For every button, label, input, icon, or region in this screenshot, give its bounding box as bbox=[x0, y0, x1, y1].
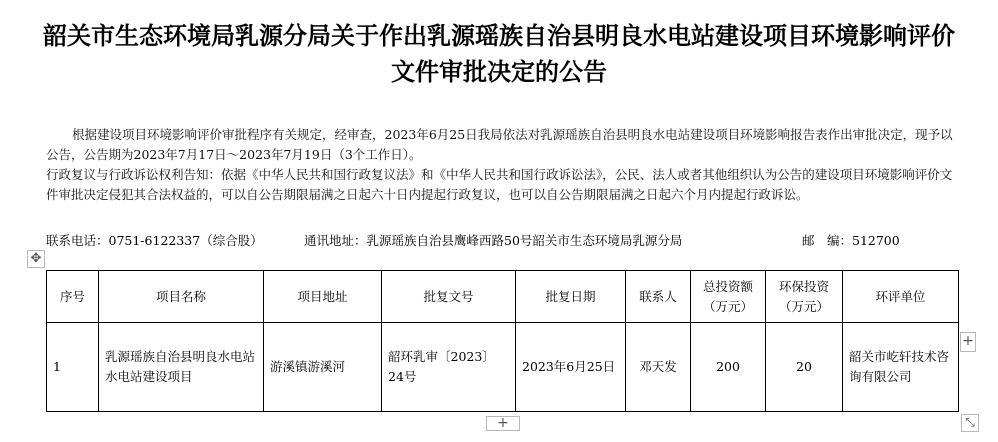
cell-contact-person: 邓天发 bbox=[626, 323, 691, 412]
add-row-button[interactable]: + bbox=[486, 416, 520, 431]
header-eia-unit: 环评单位 bbox=[843, 271, 959, 323]
table-header-row bbox=[47, 271, 959, 323]
page-title: 韶关市生态环境局乳源分局关于作出乳源瑶族自治县明良水电站建设项目环境影响评价文件审批决定的公告 bbox=[43, 22, 955, 86]
contact-postcode: 邮 编：512700 bbox=[802, 233, 900, 248]
table-move-handle-icon[interactable]: ✥ bbox=[27, 250, 45, 268]
header-approval-number: 批复文号 bbox=[382, 271, 516, 323]
cell-eia-unit: 韶关市屹轩技术咨询有限公司 bbox=[843, 323, 959, 412]
header-approval-date: 批复日期 bbox=[516, 271, 626, 323]
contact-address: 通讯地址：乳源瑶族自治县鹰峰西路50号韶关市生态环境局乳源分局 bbox=[304, 233, 683, 248]
header-index: 序号 bbox=[47, 271, 99, 323]
announcement-paragraph: 根据建设项目环境影响评价审批程序有关规定，经审查，2023年6月25日我局依法对乳源瑶族自治县明良水电站建设项目环境影响报告表作出审批决定，现予以公告，公告期为2023年7月17日～2023年7月19日（3个工作日）。 bbox=[46, 127, 953, 162]
header-contact-person: 联系人 bbox=[626, 271, 691, 323]
approval-table bbox=[46, 270, 959, 412]
cell-index: 1 bbox=[47, 323, 99, 412]
cell-approval-date: 2023年6月25日 bbox=[516, 323, 626, 412]
header-total-investment: 总投资额（万元） bbox=[691, 271, 766, 323]
contact-phone: 联系电话：0751-6122337（综合股） bbox=[46, 233, 263, 248]
rights-notice-paragraph: 行政复议与行政诉讼权利告知：依据《中华人民共和国行政复议法》和《中华人民共和国行政诉讼法》，公民、法人或者其他组织认为公告的建设项目环境影响评价文件审批决定侵犯其合法权益的，可以自公告期限届满之日起六十日内提起行政复议，也可以自公告期限届满之日起六个月内提起行政诉讼。 bbox=[46, 167, 953, 202]
cell-project-address: 游溪镇游溪河 bbox=[264, 323, 382, 412]
add-column-button[interactable]: + bbox=[960, 332, 976, 352]
cell-approval-number: 韶环乳审〔2023〕24号 bbox=[382, 323, 516, 412]
cell-project-name: 乳源瑶族自治县明良水电站水电站建设项目 bbox=[99, 323, 264, 412]
cell-total-investment: 200 bbox=[691, 323, 766, 412]
table-row bbox=[47, 323, 959, 412]
header-project-name: 项目名称 bbox=[99, 271, 264, 323]
header-project-address: 项目地址 bbox=[264, 271, 382, 323]
table-resize-icon[interactable]: ⤡ bbox=[961, 414, 979, 432]
cell-env-investment: 20 bbox=[766, 323, 843, 412]
header-env-investment: 环保投资（万元） bbox=[766, 271, 843, 323]
